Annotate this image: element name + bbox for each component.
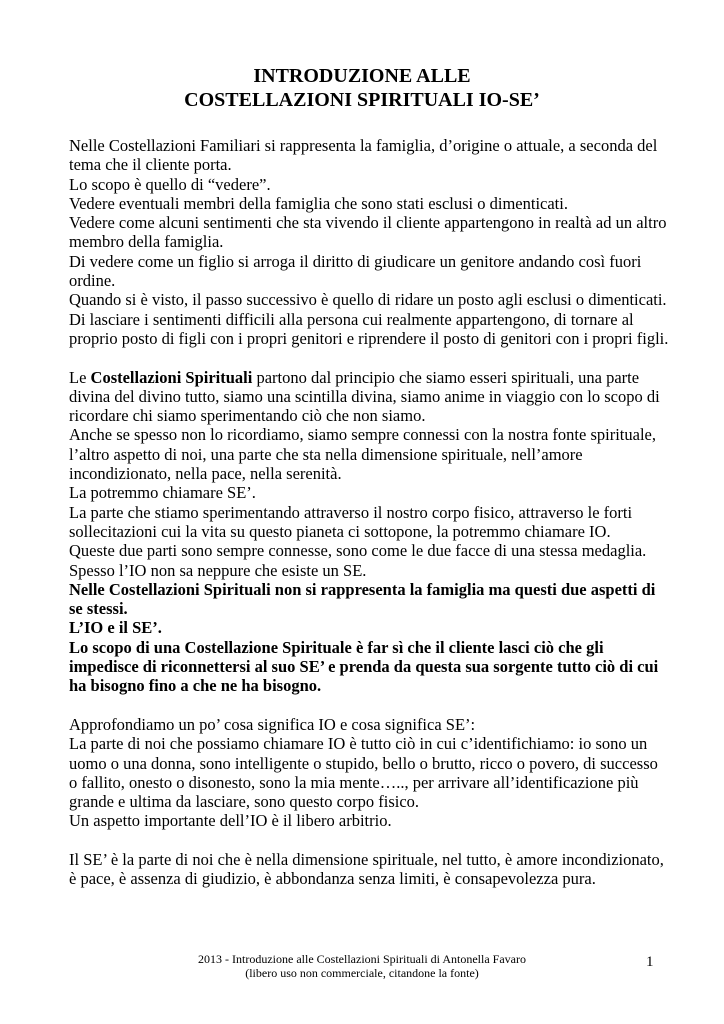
paragraph-1-line-2: Lo scopo è quello di “vedere”. bbox=[69, 174, 271, 194]
paragraph-2-line-5: Queste due parti sono sempre connesse, sono come le due facce di una stessa medaglia. Spesso l’IO non sa neppure che esiste un SE. bbox=[69, 541, 647, 580]
paragraph-2-line-2: Anche se spesso non lo ricordiamo, siamo sempre connessi con la nostra fonte spirituale, l’altro aspetto di noi, una parte che sta nella dimensione spirituale, nell’amore incondizionato, nella pace, nella serenità. bbox=[69, 425, 656, 484]
footer-line-1: 2013 - Introduzione alle Costellazioni Spirituali di Antonella Favaro bbox=[198, 952, 526, 966]
paragraph-gap bbox=[69, 831, 669, 850]
paragraph-3-line-1: Approfondiamo un po’ cosa significa IO e cosa significa SE’: bbox=[69, 714, 476, 734]
paragraph-1-line-3: Vedere eventuali membri della famiglia che sono stati esclusi o dimenticati. bbox=[69, 193, 568, 213]
text-run: Le bbox=[69, 367, 91, 387]
text-run: partono dal principio che siamo esseri spirituali, una parte divina del divino tutto, siamo una scintilla divina, siamo anime in viaggio con lo scopo di ricordare chi siamo sperimentando ciò che non siamo. bbox=[69, 367, 660, 426]
paragraph-4-line-1: Il SE’ è la parte di noi che è nella dimensione spirituale, nel tutto, è amore incondizionato, è pace, è assenza di giudizio, è abbondanza senza limiti, è consapevolezza pura. bbox=[69, 849, 664, 889]
paragraph-2-line-3: La potremmo chiamare SE’. bbox=[69, 483, 256, 503]
paragraph-gap bbox=[69, 348, 669, 367]
paragraph-3-line-3: Un aspetto importante dell’IO è il libero arbitrio. bbox=[69, 811, 392, 831]
page-footer bbox=[0, 952, 724, 980]
paragraph-2-line-1 bbox=[69, 368, 669, 426]
document-title-line-2: COSTELLAZIONI SPIRITUALI IO-SE’ bbox=[184, 89, 540, 111]
paragraph-2-bold-3 bbox=[69, 638, 669, 696]
bold-text: Nelle Costellazioni Spirituali non si rappresenta la famiglia ma questi due aspetti di se stessi. bbox=[69, 579, 656, 619]
document-body bbox=[69, 136, 669, 889]
paragraph-1-line-4: Vedere come alcuni sentimenti che sta vivendo il cliente appartengono in realtà ad un altro membro della famiglia. bbox=[69, 213, 667, 252]
paragraph-2-line-4: La parte che stiamo sperimentando attraverso il nostro corpo fisico, attraverso le forti sollecitazioni cui la vita su questo pianeta ci sottopone, la potremmo chiamare IO. bbox=[69, 502, 633, 541]
paragraph-1-line-1: Nelle Costellazioni Familiari si rappresenta la famiglia, d’origine o attuale, a seconda del tema che il cliente porta. bbox=[69, 136, 658, 175]
paragraph-2-bold-1 bbox=[69, 580, 669, 619]
paragraph-1-line-5: Di vedere come un figlio si arroga il diritto di giudicare un genitore andando così fuori ordine. bbox=[69, 251, 642, 291]
bold-term: Costellazioni Spirituali bbox=[90, 367, 253, 387]
document-title-line-1: INTRODUZIONE ALLE bbox=[253, 65, 471, 87]
footer-line-2: (libero uso non commerciale, citandone la fonte) bbox=[245, 966, 479, 980]
paragraph-2-bold-2 bbox=[69, 618, 669, 637]
paragraph-gap bbox=[69, 696, 669, 715]
paragraph-3-line-2: La parte di noi che possiamo chiamare IO è tutto ciò in cui c’identifichiamo: io sono un uomo o una donna, sono intelligente o stupido, bello o brutto, ricco o povero, di successo o fallito, onesto o disonesto, sono la mia mente….., per arrivare all’identificazione più grande e ultima da lasciare, sono questo corpo fisico. bbox=[69, 734, 658, 812]
bold-text: Lo scopo di una Costellazione Spirituale è far sì che il cliente lasci ciò che gli impedisce di riconnettersi al suo SE’ e prenda da questa sua sorgente tutto ciò di cui ha bisogno fino a che ne ha bisogno. bbox=[69, 637, 659, 696]
paragraph-1-line-6: Quando si è visto, il passo successivo è quello di ridare un posto agli esclusi o dimenticati. Di lasciare i sentimenti difficili alla persona cui realmente appartengono, di tornare al proprio posto di figli con i propri genitori e riprendere il posto di genitori con i propri figli. bbox=[69, 290, 669, 348]
page-number: 1 bbox=[646, 954, 654, 970]
bold-text: L’IO e il SE’. bbox=[69, 618, 162, 638]
